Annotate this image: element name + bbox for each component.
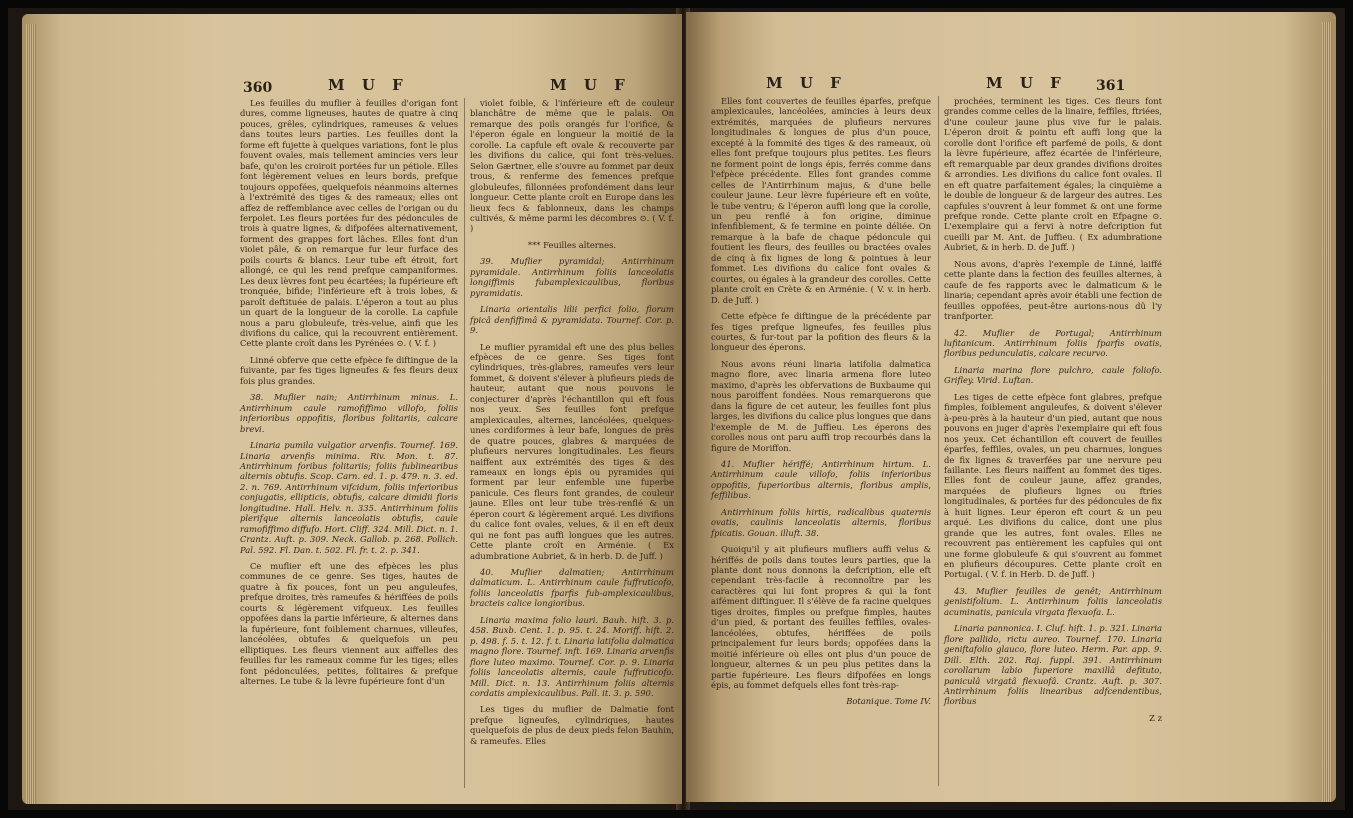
right-page <box>686 12 1336 802</box>
paragraph: Cette efpèce fe diftingue de la précédente par fes tiges prefque ligneufes, fes feuilles plus courtes, & fur-tout par la pofition des fleurs & la longueur des éperons. <box>711 311 931 353</box>
paragraph: Les tiges de cette efpèce font glabres, prefque fimples, foiblement anguleufes, & doivent s'élever à-peu-près à la hauteur d'un pied, autant que nous pouvons en juger d'après l'exemplaire qui eft fous nos yeux. Cet échantillon eft couvert de feuilles éparfes, feffiles, ovales, un peu charnues, longues de fix lignes & traverfées par une nervure peu faillante. Les fleurs naiffent au fommet des tiges. Elles font de couleur jaune, affez grandes, marquées de plufieurs lignes ou ftries longitudinales, & portées fur des pédoncules de fix à huit lignes. Leur éperon eft court & un peu arqué. Les divifions du calice, dont une plus grande que les autres, font ovales. Elles ne recouvrent pas entièrement les capfules qui ont une forme globuleufe & qui s'ouvrent au fommet en plufieurs découpures. Cette plante croît en Portugal. ( V. f. in Herb. D. de Juff. ) <box>944 391 1162 580</box>
page-number: 361 <box>1096 78 1126 94</box>
page-edge <box>26 24 36 804</box>
synonyms: Antirrhinum foliis hirtis, radicalibus quaternis ovatis, caulinis lanceolatis alternis, floribus fpicatis. Gouan. illuft. 38. <box>711 506 931 538</box>
paragraph: Elles font couvertes de feuilles éparfes, prefque amplexicaules, lancéolées, amincies à leurs deux extrémités, marquées de plufieurs nervures longitudinales & longues de plus d'un pouce, excepté à la fommité des tiges & des rameaux, où elles font prefque toujours plus petites. Les fleurs ne forment point de longs épis, ferrés comme dans l'efpèce précédente. Elles font grandes comme celles de l'Antirrhinum majus, & d'une belle couleur jaune. Leur lèvre fupérieure eft en voûte, le tube ventru; & l'éperon auffi long que la corolle, un peu renflé à fon origine, diminue infenfiblement, & fe termine en pointe déliée. On remarque à la bafe de chaque pédoncule qui foutient les fleurs, des feuilles ou bractées ovales de cinq à fix lignes de long & pointues à leur fommet. Les divifions du calice font ovales & courtes, ou égales à la grandeur des corolles. Cette plante croît en Crète & en Arménie. ( V. v. in herb. D. de Juff. ) <box>711 96 931 305</box>
text-column-2 <box>470 98 674 752</box>
book-spread <box>8 8 1345 810</box>
paragraph: Les feuilles du muflier à feuilles d'origan font dures, comme ligneuses, hautes de quatre à cinq pouces, grêles, cylindriques, rameuses & velues dans toutes leurs parties. Les feuilles dont la forme eft fujette à quelques variations, font le plus fouvent ovales, mais tellement amincies vers leur bafe, qu'on les croiroit portées fur un pétiole. Elles font légèrement velues en leurs bords, prefque toujours oppofées, quelquefois néanmoins alternes à l'extrémité des tiges & des rameaux; elles ont affez de reffemblance avec celles de l'origan ou du ferpolet. Les fleurs portées fur des pédoncules de trois à quatre lignes, & difpofées alternativement, forment des grappes fort lâches. Elles font d'un violet pâle, & on remarque fur leur furface des poils courts & blancs. Leur tube eft étroit, fort allongé, ce qui les rend prefque campaniformes. Les deux lèvres font peu écartées; la fupérieure eft tronquée, bifide; l'inférieure eft à trois lobes, & paroît deftituée de palais. L'éperon a tout au plus un quart de la longueur de la corolle. La capfule nous a paru globuleufe, très-velue, ainfi que les divifions du calice, qui la recouvrent entièrement. Cette plante croît dans les Pyrénées ⊙. ( V. f. ) <box>240 98 458 349</box>
page-edge <box>1322 22 1332 802</box>
section-heading: *** Feuilles alternes. <box>527 239 617 250</box>
paragraph: violet foible, & l'inférieure eft de couleur blanchâtre de même que le palais. On remarque des poils orangés fur l'orifice, & l'éperon égale en longueur la moitié de la corolle. La capfule eft ovale & recouverte par les divifions du calice, qui font très-velues. Selon Gærtner, elle s'ouvre au fommet par deux trous, & renferme des femences prefque globuleufes, fillonnées profondément dans leur longueur. Cette plante croît en Europe dans les lieux fecs & fablonneux, dans les champs cultivés, & même parmi les décombres ⊙. ( V. f. ) <box>470 98 674 234</box>
catchword: Z z <box>1149 712 1162 723</box>
text-column-2 <box>944 96 1162 729</box>
paragraph: Ce muflier eft une des efpèces les plus communes de ce genre. Ses tiges, hautes de quatre à fix pouces, font un peu anguleufes, prefque droites, très rameufes & hériffées de poils courts & légèrement vifqueux. Les feuilles oppofées dans la partie inférieure, & alternes dans la fupérieure, font foiblement charnues, villeufes, lancéolées, obtufes & quelquefois un peu elliptiques. Les fleurs viennent aux aiffelles des feuilles fur les rameaux comme fur les tiges; elles font pédonculées, petites, folitaires & prefque alternes. Le tube & la lèvre fupérieure font d'un <box>240 561 458 687</box>
paragraph: Le muflier pyramidal eft une des plus belles efpèces de ce genre. Ses tiges font cylindriques, très-glabres, rameufes vers leur fommet, & doivent s'élever à plufieurs pieds de hauteur, autant que nous pouvons le conjecturer d'après l'échantillon qui eft fous nos yeux. Ses feuilles font prefque amplexicaules, alternes, lancéolées, quelques-unes cordiformes à leur bafe, longues de près de quatre pouces, glabres & marquées de plufieurs nervures longitudinales. Les fleurs naiffent aux extrémités des tiges & des rameaux en longs épis ou pyramides qui forment par leur enfemble une fuperbe panicule. Ces fleurs font grandes, de couleur jaune. Elles ont leur tube très-renflé & un éperon court & légèrement arqué. Les divifions du calice font ovales, velues, & il en eft deux qui ne font pas auffi longues que les autres. Cette plante croît en Arménie. ( Ex adumbratione Aubriet, & in herb. D. de Juff. ) <box>470 341 674 561</box>
column-rule <box>464 98 465 788</box>
text-column-1 <box>240 98 458 692</box>
species-entry: 38. Muflier nain; Antirrhinum minus. L. Antirrhinum caule ramofiffimo villofo, foliis inferioribus oppofitis, floribus folitariis, calcare brevi. <box>240 392 458 434</box>
species-entry: 43. Muflier feuilles de genêt; Antirrhinum genistifolium. L. Antirrhinum foliis lanceolatis acuminatis, panicula virgata flexuofa. L. <box>944 585 1162 617</box>
running-head: M U F <box>766 74 847 92</box>
species-entry: 41. Muflier hériffé; Antirrhinum hirtum. L. Antirrhinum caule villofo, foliis inferioribus oppofitis, fuperioribus alternis, floribus amplis, feffilibus. <box>711 458 931 501</box>
paragraph: Nous avons, d'après l'exemple de Linné, laiffé cette plante dans la fection des feuilles alternes, à caufe de fes rapports avec le dalmaticum & le linaria; cependant après avoir établi une fection de feuilles oppofées, peut-être aurions-nous dû l'y tranfporter. <box>944 258 1162 322</box>
signature-line: Botanique. Tome IV. <box>846 696 931 707</box>
synonyms: Linaria orientalis lilii perfici folio, florum fpicâ denfiffimâ & pyramidata. Tournef. Cor. p. 9. <box>470 304 674 336</box>
left-page <box>22 14 682 804</box>
synonyms: Linaria pumila vulgatior arvenfis. Tournef. 169. Linaria arvenfis minima. Riv. Mon. t. 87. Antirrhinum foribus folitariis; foliis fublinearibus alternis obtufis. Scop. Carn. ed. 1. p. 479. n. 3. ed. 2. n. 769. Antirrhinum vifcidum, foliis inferioribus conjugatis, ellipticis, obtufis, calcare dimidii floris longitudine. Hall. Helv. n. 335. Antirrhinum foliis plerifque alternis lanceolatis obtufis, caule ramofiffimo diffufo. Hort. Cliff. 324. Mill. Dict. n. 1. Crantz. Auft. p. 309. Neck. Gallob. p. 268. Pollich. Pal. 592. Fl. Dan. t. 502. Fl. fr. t. 2. p. 341. <box>240 440 458 555</box>
synonyms: Linaria pannonica. I. Cluf. hift. 1. p. 321. Linaria flore pallido, rictu aureo. Tournef. 170. Linaria geniftafolio glauco, flore luteo. Herm. Par. app. 9. Dill. Elth. 202. Raj. fuppl. 391. Antirrhinum corollarum labio fuperiore maxillâ defituto, paniculâ virgatâ flexuofâ. Crantz. Auft. p. 307. Antirrhinum foliis linearibus adfcendentibus, floribus <box>944 623 1162 707</box>
species-entry: 42. Muflier de Portugal; Antirrhinum lufitanicum. Antirrhinum foliis fparfis ovatis, floribus pedunculatis, calcare recurvo. <box>944 327 1162 359</box>
page-number: 360 <box>243 80 273 96</box>
paragraph: Nous avons réuni linaria latifolia dalmatica magno flore, avec linaria armena flore luteo maximo, d'après les obfervations de Buxbaume qui nous paroiffent fondées. Nous remarquerons que dans la figure de cet auteur, les feuilles font plus larges, les divifions du calice plus longues que dans l'exemple de M. de Juffieu. Les éperons des corolles nous ont paru auffi trop recourbés dans la figure de Moriffon. <box>711 358 932 453</box>
paragraph: Les tiges du muflier de Dalmatie font prefque ligneufes, cylindriques, hautes quelquefois de plus de deux pieds felon Bauhin, & rameufes. Elles <box>470 704 674 746</box>
running-head: M U F <box>986 74 1067 92</box>
paragraph: Quoiqu'il y ait plufieurs mufliers auffi velus & hériffés de poils dans toutes leurs parties, que la plante dont nous donnons la defcription, elle eft cependant très-facile à reconnoître par les caractères qui lui font propres & qui la font aifément diftinguer. Il s'élève de fa racine quelques tiges droites, fimples ou prefque fimples, hautes d'un pied, & portant des feuilles feffiles, ovales-lancéolées, obtufes, hériffées de poils principalement fur leurs bords; oppofées dans la moitié inférieure où elles ont plus d'un pouce de longueur, alternes & un peu plus petites dans la partie fupérieure. Les fleurs difpofées en longs épis, au fommet defquels elles font très-rap- <box>711 544 931 691</box>
species-entry: 40. Muflier dalmatien; Antirrhinum dalmaticum. L. Antirrhinum caule fuffruticofo, foliis lanceolatis fparfis fub-amplexicaulibus, bracteis calice longioribus. <box>470 567 674 609</box>
species-entry: 39. Muflier pyramidal; Antirrhinum pyramidale. Antirrhinum foliis lanceolatis longiffimis fubamplexicaulibus, floribus pyramidatis. <box>470 256 674 298</box>
text-column-1 <box>711 96 931 713</box>
synonyms: Linaria marina flore pulchro, caule foliofo. Grifley. Virid. Luftan. <box>944 364 1162 386</box>
running-head: M U F <box>328 76 409 94</box>
paragraph: Linné obferve que cette efpèce fe diftingue de la fuivante, par fes tiges ligneufes & fes fleurs deux fois plus grandes. <box>240 354 458 386</box>
column-rule <box>938 96 939 786</box>
paragraph: prochées, terminent les tiges. Ces fleurs font grandes comme celles de la linaire, feffiles, ftriées, d'une couleur jaune plus vive fur le palais. L'éperon droit & pointu eft auffi long que la corolle dont l'orifice eft parfemé de poils, & dont la lèvre fupérieure, affez écartée de l'inférieure, eft remarquable par deux grandes divifions droites & arrondies. Les divifions du calice font ovales. Il en eft quatre parfaitement égales; la cinquième a le double de longueur & de largeur des autres. Les capfules s'ouvrent à leur fommet & ont une forme prefque ronde. Cette plante croît en Efpagne ⊙. L'exemplaire qui a fervi à notre defcription fut cueilli par M. Ant. de Juffieu. ( Ex adumbratione Aubriet, & in herb. D. de Juff. ) <box>944 96 1162 253</box>
synonyms: Linaria maxima folio lauri. Bauh. hift. 3. p. 458. Buxb. Cent. 1. p. 95. t. 24. Moriff. hift. 2. p. 498. f. 5. t. 12. f. t. Linaria latifolia dalmatica magno flore. Tournef. inft. 169. Linaria arvenfis flore luteo maximo. Tournef. Cor. p. 9. Linaria foliis lanceolatis alternis, caule fuffruticofo. Mill. Dict. n. 13. Antirrhinum foliis alternis cordatis amplexicaulibus. Pall. it. 3. p. 590. <box>470 614 674 699</box>
running-head: M U F <box>550 76 631 94</box>
